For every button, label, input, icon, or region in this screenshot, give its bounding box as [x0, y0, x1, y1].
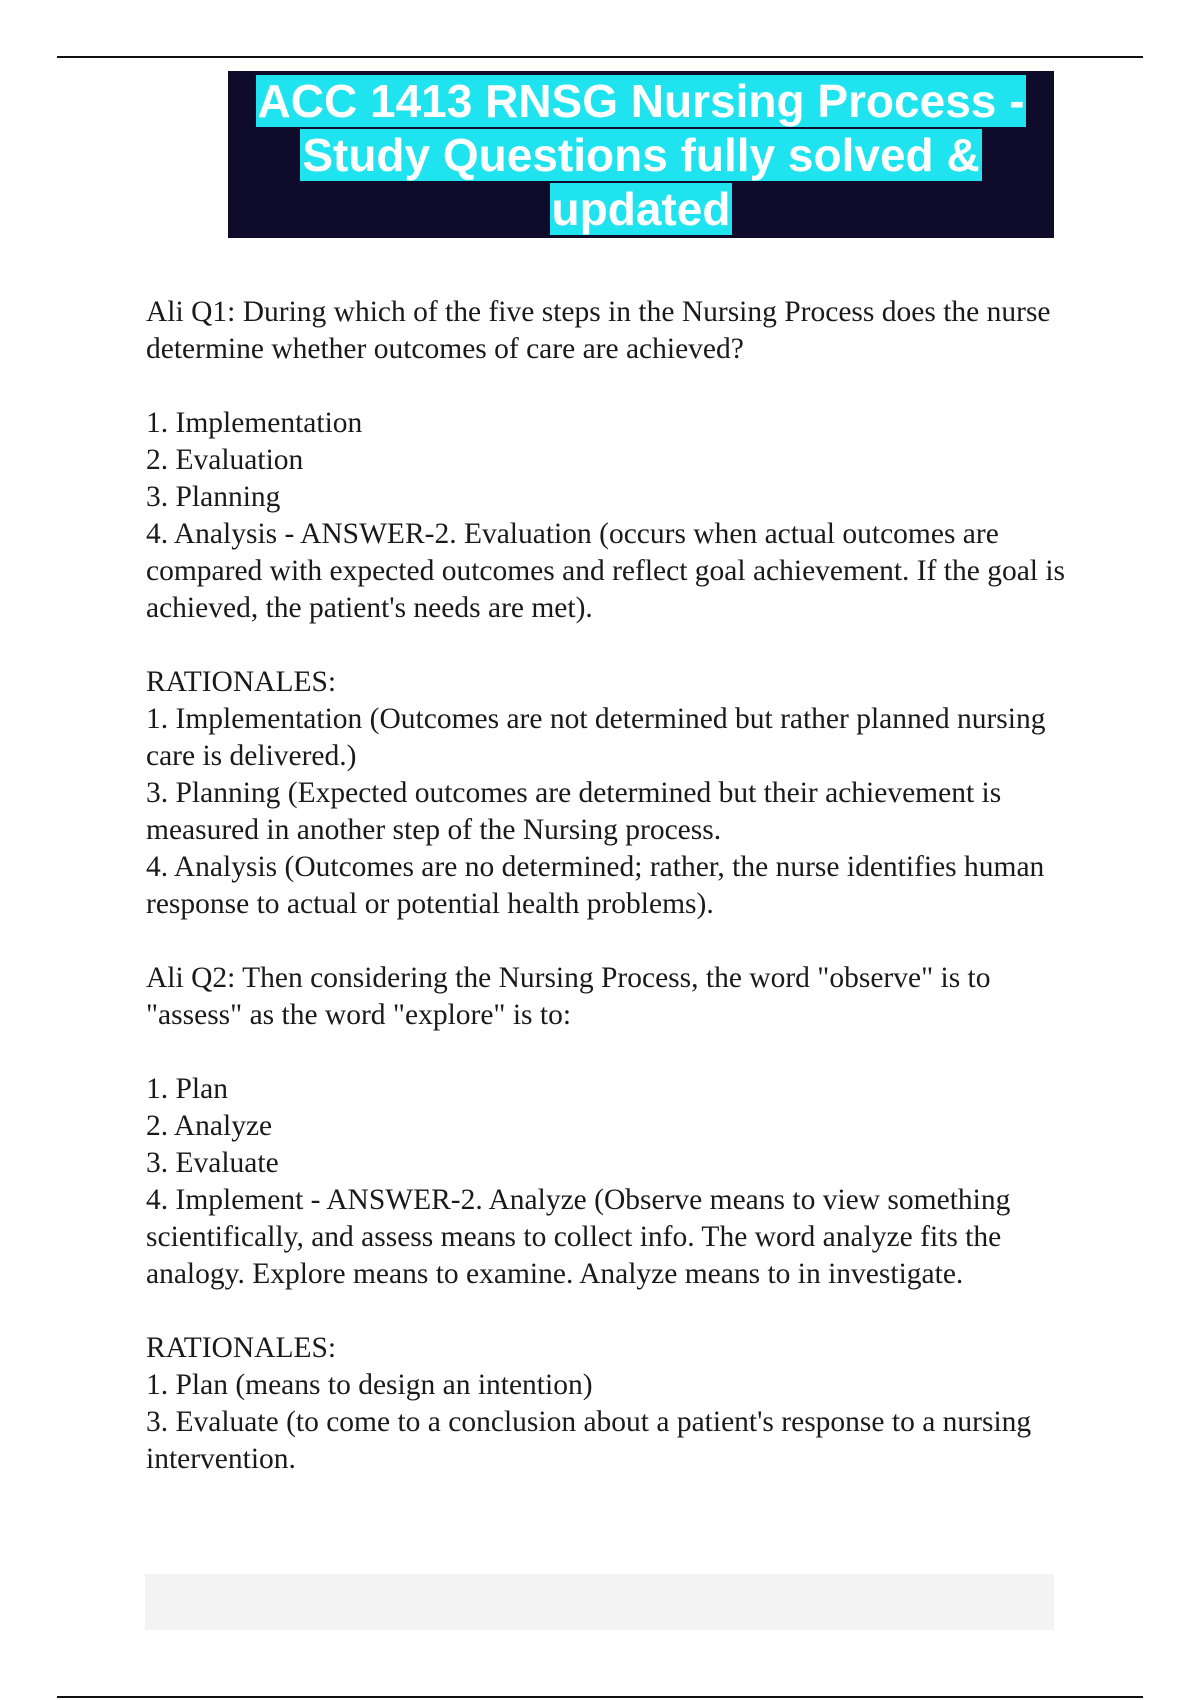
- document-body: [146, 294, 1066, 1478]
- q2-rationale: 1. Plan (means to design an intention): [146, 1369, 593, 1401]
- q2-rationales-heading: RATIONALES:: [146, 1332, 337, 1364]
- q1-question: Ali Q1: During which of the five steps in the Nursing Process does the nurse determine whether outcomes of care are achieved?: [146, 296, 1051, 365]
- document-title-text: ACC 1413 RNSG Nursing Process - Study Questions fully solved & updated: [257, 74, 1025, 235]
- q1-rationale: 4. Analysis (Outcomes are no determined; rather, the nurse identifies human response to actual or potential health problems).: [146, 851, 1045, 920]
- document-title: [228, 74, 1054, 236]
- q1-option: 1. Implementation: [146, 407, 363, 439]
- top-divider: [57, 56, 1143, 58]
- title-banner: [228, 71, 1054, 238]
- q1-rationale: 3. Planning (Expected outcomes are determined but their achievement is measured in another step of the Nursing process.: [146, 777, 1002, 846]
- q2-option: 2. Analyze: [146, 1110, 273, 1142]
- q2-option-answer: 4. Implement - ANSWER-2. Analyze (Observe means to view something scientifically, and assess means to collect info. The word analyze fits the analogy. Explore means to examine. Analyze means to in investigate.: [146, 1184, 1011, 1290]
- q1-option: 2. Evaluation: [146, 444, 304, 476]
- q1-option: 3. Planning: [146, 481, 281, 513]
- q2-rationale: 3. Evaluate (to come to a conclusion about a patient's response to a nursing intervention.: [146, 1406, 1032, 1475]
- q1-rationale: 1. Implementation (Outcomes are not determined but rather planned nursing care is delivered.): [146, 703, 1046, 772]
- q2-option: 3. Evaluate: [146, 1147, 279, 1179]
- q1-rationales-heading: RATIONALES:: [146, 666, 337, 698]
- q2-question: Ali Q2: Then considering the Nursing Process, the word "observe" is to "assess" as the word "explore" is to:: [146, 962, 991, 1031]
- footer-placeholder-box: [145, 1574, 1054, 1630]
- q1-option-answer: 4. Analysis - ANSWER-2. Evaluation (occurs when actual outcomes are compared with expected outcomes and reflect goal achievement. If the goal is achieved, the patient's needs are met).: [146, 518, 1066, 624]
- bottom-divider: [57, 1696, 1143, 1698]
- q2-option: 1. Plan: [146, 1073, 228, 1105]
